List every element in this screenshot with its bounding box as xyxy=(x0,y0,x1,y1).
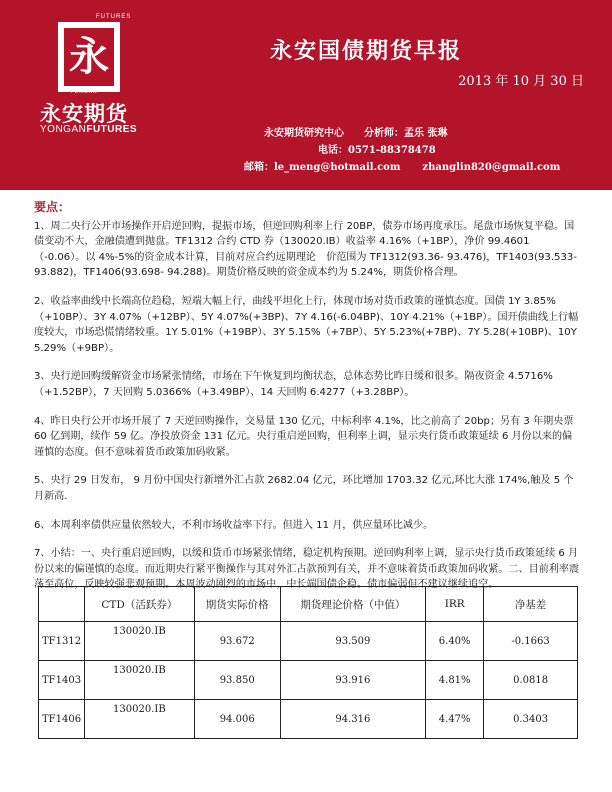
table-header-cell: 期货理论价格（中值） xyxy=(280,587,426,622)
table-header-row xyxy=(39,587,578,622)
report-title: 永安国债期货早报 xyxy=(270,38,463,64)
contact-research-center: 永安期货研究中心 分析师：孟乐 张琳 xyxy=(264,128,448,139)
table-header-cell: 期货实际价格 xyxy=(194,587,280,622)
futures-pricing-table xyxy=(38,586,578,739)
table-cell-irr: 4.47% xyxy=(426,700,484,739)
table-cell-contract: TF1312 xyxy=(39,622,85,661)
table-row xyxy=(39,661,578,700)
key-point-paragraph: 3、央行逆回购缓解资金市场紧张情绪，市场在下午恢复到均衡状态，总体态势比昨日缓和很多。隔夜资金 4.5716%（+1.52BP），7 天回购 5.0366%（+3.49BP）、14 天回购 6.4277（+3.28BP）。 xyxy=(34,371,553,398)
logo-en-bold: FUTURES xyxy=(86,124,138,135)
table-cell-actual-price: 93.850 xyxy=(194,661,280,700)
contact-email xyxy=(244,158,560,173)
key-point-paragraph: 5、央行 29 日发布， 9 月份中国央行新增外汇占款 2682.04 亿元，环比增加 1703.32 亿元,环比大涨 174%,触及 5 个月新高. xyxy=(34,475,574,502)
key-point-paragraph: 2、收益率曲线中长端高位趋稳，短端大幅上行，曲线平坦化上行，体现市场对货币政策的谨慎态度。国债 1Y 3.85%（+10BP）、3Y 4.07%（+12BP）、5Y 4.07%(+3BP)、7Y 4.16(-6.04BP)、10Y 4.21%（+1BP）。国开债曲线上行幅度较大，市场恐慌情绪较重。1Y 5.01%（+19BP）、3Y 5.15%（+7BP）、5Y 5.23%(+7BP)、7Y 5.28(+10BP)、10Y 5.29%（+9BP）。 xyxy=(34,295,579,354)
table-cell-contract: TF1403 xyxy=(39,661,85,700)
table-cell-net-basis: 0.0818 xyxy=(484,661,578,700)
table-cell-net-basis: 0.3403 xyxy=(484,700,578,739)
email-label: 邮箱： xyxy=(244,162,274,173)
table-cell-actual-price: 94.006 xyxy=(194,700,280,739)
table-header-cell xyxy=(39,587,85,622)
table-cell-ctd: 130020.IB xyxy=(84,661,194,700)
table-cell-ctd: 130020.IB xyxy=(84,622,194,661)
logo-company-name-cn: 永安期货 xyxy=(40,102,128,126)
report-date: 2013 年 10 月 30 日 xyxy=(458,74,584,89)
table-header-cell: CTD（活跃券） xyxy=(84,587,194,622)
summary-paragraph: 7、小结：一、央行重启逆回购，以缓和货币市场紧张情绪，稳定机构预期。逆回购利率上调，显示央行货币政策延续 6 月份以来的偏谨慎的态度。而近期央行紧平衡操作与其对外汇占款预判有关，并不意味着货币政策加码收紧。二、目前利率震荡至高位，反映较强悲观预期。本周波动剧烈的市场中，中长端国债企稳。债市偏弱但不建议继续追空。 xyxy=(34,548,580,591)
table-cell-contract: TF1406 xyxy=(39,700,85,739)
key-point-paragraph: 4、昨日央行公开市场开展了 7 天逆回购操作，交易量 130 亿元，中标利率 4.1%，比之前高了 20bp；另有 3 年期央票 60 亿到期，续作 59 亿。净投放资金 131 亿元。央行重启逆回购，但利率上调，显示央行货币政策延续 6 月份以来的偏谨慎的态度。但不意味着货币政策加码收紧。 xyxy=(34,415,574,458)
logo-yongan-small-text: YONGAN xyxy=(70,89,98,95)
table-header-cell: IRR xyxy=(426,587,484,622)
contact-phone: 电话：0571-88378478 xyxy=(318,145,436,156)
company-logo xyxy=(58,22,120,92)
report-body xyxy=(34,200,580,593)
table-row xyxy=(39,622,578,661)
table-cell-ctd: 130020.IB xyxy=(84,700,194,739)
table-row xyxy=(39,700,578,739)
table-cell-actual-price: 93.672 xyxy=(194,622,280,661)
logo-glyph: 永 xyxy=(64,28,114,86)
header-banner xyxy=(0,0,612,190)
table-cell-theoretical-price: 94.316 xyxy=(280,700,426,739)
table-cell-irr: 6.40% xyxy=(426,622,484,661)
email-link-2[interactable]: zhanglin820@gmail.com xyxy=(422,162,561,173)
logo-en-light: YONGAN xyxy=(40,124,87,135)
table-header-cell: 净基差 xyxy=(484,587,578,622)
logo-futures-text: FUTURES xyxy=(96,14,132,20)
key-points-heading: 要点： xyxy=(34,200,71,214)
email-link-1[interactable]: le_meng@hotmail.com xyxy=(274,162,401,173)
key-point-paragraph: 6、本周利率债供应量依然较大，不利市场收益率下行。但进入 11 月，供应量环比减少。 xyxy=(34,519,434,531)
table-cell-irr: 4.81% xyxy=(426,661,484,700)
logo-company-name-en xyxy=(40,124,137,135)
table-cell-theoretical-price: 93.916 xyxy=(280,661,426,700)
table-cell-net-basis: -0.1663 xyxy=(484,622,578,661)
table-cell-theoretical-price: 93.509 xyxy=(280,622,426,661)
key-point-paragraph: 1、周二央行公开市场操作开启逆回购，提振市场，但逆回购利率上行 20BP，债券市场再度承压。尾盘市场恢复平稳。国债变动不大，金融债遭到抛盘。TF1312 合约 CTD 券（130020.IB）收益率 4.16%（+1BP），净价 99.4601（-0.06）。以 4%-5%的资金成本计算，目前对应合约远期理论 价范围为 TF1312(93.36- 93.476)，TF1403(93.533-93.882)，TF1406(93.698- 94.288)。期货价格反映的资金成本约为 5.24%，期货价格合理。 xyxy=(34,220,577,279)
